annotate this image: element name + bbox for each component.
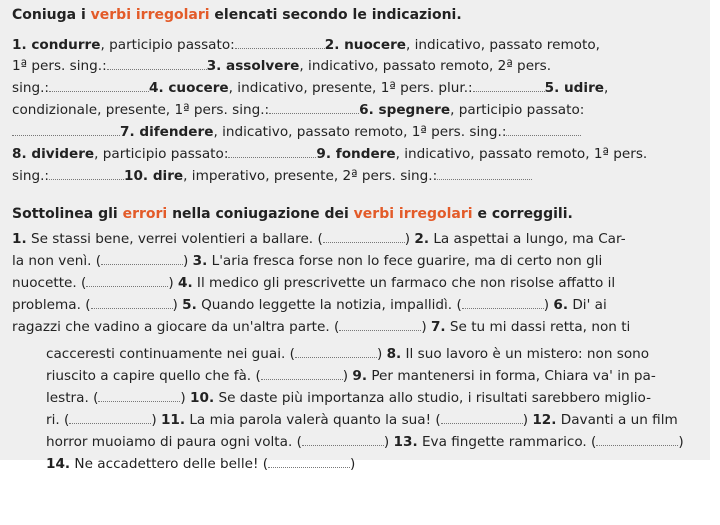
correction-blank[interactable] [91,296,173,309]
item-text: ) [404,231,415,247]
item-text: La mia parola valerà quanto la sua! ( [185,412,441,428]
item-text: Quando leggette la notizia, impallidì. ( [196,297,462,313]
item-label: 4. cuocere [149,80,229,96]
correction-blank[interactable] [268,455,350,468]
answer-blank[interactable] [473,79,545,92]
item-text: Il medico gli prescrivette un farmaco che non risolse affatto il [192,275,616,291]
correction-blank[interactable] [441,411,523,424]
item-text: ) [172,297,183,313]
item-label: 5. udire [544,80,604,96]
item-text: ri. ( [46,412,70,428]
item-text: 1ª pers. sing.: [12,58,107,74]
section2-line-2 [12,252,602,270]
item-text: , indicativo, passato remoto, 1ª pers. sing.: [213,124,507,140]
item-text: ) [678,434,684,450]
item-text: , participio passato: [100,37,235,53]
item-text: Se tu mi dassi retta, non ti [445,319,631,335]
item-text: ) [421,319,431,335]
item-text: La aspettai a lungo, ma Car- [429,231,626,247]
item-label: 5. [182,297,197,313]
correction-blank[interactable] [596,433,678,446]
item-text: sing.: [12,168,50,184]
heading-highlight-verbi: verbi irregolari [353,206,473,222]
item-label: 10. [190,390,215,406]
correction-blank[interactable] [302,433,384,446]
section1-line-6 [12,145,647,163]
item-text: , imperativo, presente, 2ª pers. sing.: [183,168,438,184]
item-label: 13. [393,434,418,450]
item-label: 10. dire [124,168,184,184]
item-label: 9. fondere [316,146,396,162]
item-label: 3. assolvere [206,58,300,74]
heading-highlight-errori: errori [122,206,168,222]
item-text: , indicativo, passato remoto, [406,37,600,53]
section2-line-4 [12,296,607,314]
item-label: 7. [430,319,446,335]
section2-line-5 [12,318,630,336]
answer-blank[interactable] [107,57,207,70]
item-text: lestra. ( [46,390,99,406]
correction-blank[interactable] [86,274,168,287]
item-label: 2. [414,231,430,247]
correction-blank[interactable] [261,367,343,380]
item-text: Di' ai [568,297,607,313]
item-label: 14. [46,456,71,472]
section2-line-6 [46,345,649,363]
item-text: horror muoiamo di paura ogni volta. ( [46,434,302,450]
item-text: Ne accadettero delle belle! ( [70,456,269,472]
correction-blank[interactable] [295,345,377,358]
answer-blank[interactable] [506,123,581,136]
item-text: la non venì. ( [12,253,102,269]
item-text: ) [543,297,554,313]
section1-line-7 [12,167,532,185]
item-label: 1. [12,231,27,247]
section2-line-8 [46,389,651,407]
item-text: , participio passato: [94,146,229,162]
correction-blank[interactable] [98,389,180,402]
section2-line-1 [12,230,626,248]
item-text: , indicativo, presente, 1ª pers. plur.: [228,80,473,96]
item-label: 7. difendere [120,124,214,140]
item-text: Davanti a un film [556,412,678,428]
item-text: ) [183,253,193,269]
item-text: problema. ( [12,297,91,313]
item-text: , indicativo, passato remoto, 2ª pers. [299,58,552,74]
correction-blank[interactable] [339,318,421,331]
item-text: Se stassi bene, verrei volentieri a ballare. ( [26,231,323,247]
section1-line-4 [12,101,584,119]
item-label: 8. [386,346,402,362]
section2-line-10 [46,433,684,451]
section2-line-9 [46,411,678,429]
item-text: L'aria fresca forse non lo fece guarire, ma di certo non gli [207,253,603,269]
section1-heading: Coniuga i verbi irregolari elencati secondo le indicazioni. [12,7,462,23]
answer-blank[interactable] [12,123,120,136]
correction-blank[interactable] [69,411,151,424]
section1-line-1 [12,36,600,54]
item-label: 6. [553,297,568,313]
heading-highlight: verbi irregolari [90,7,210,23]
correction-blank[interactable] [101,252,183,265]
item-text: ) [522,412,533,428]
item-text: sing.: [12,80,50,96]
item-text: ) [350,456,356,472]
item-text: ) [342,368,353,384]
item-text: Per mantenersi in forma, Chiara va' in pa- [367,368,656,384]
item-label: 8. dividere [12,146,95,162]
item-text: ) [376,346,387,362]
item-label: 12. [532,412,557,428]
item-text: , participio passato: [450,102,585,118]
item-text: nuocette. ( [12,275,87,291]
item-label: 2. nuocere [324,37,407,53]
item-text: condizionale, presente, 1ª pers. sing.: [12,102,270,118]
item-text: Il suo lavoro è un mistero: non sono [401,346,650,362]
item-text: ) [168,275,178,291]
section2-line-7 [46,367,656,385]
item-label: 11. [160,412,186,428]
item-text: ) [383,434,394,450]
item-label: 6. spegnere [359,102,451,118]
answer-blank[interactable] [235,36,325,49]
correction-blank[interactable] [323,230,405,243]
section1-line-3 [12,79,608,97]
answer-blank[interactable] [49,167,124,180]
item-text: cacceresti continuamente nei guai. ( [46,346,295,362]
item-label: 9. [352,368,368,384]
item-text: , indicativo, passato remoto, 1ª pers. [395,146,648,162]
item-text: Eva fingette rammarico. ( [417,434,597,450]
item-text: Se daste più importanza allo studio, i risultati sarebbero miglio- [214,390,652,406]
answer-blank[interactable] [49,79,149,92]
answer-blank[interactable] [228,145,316,158]
item-text: ) [151,412,161,428]
item-text: riuscito a capire quello che fà. ( [46,368,261,384]
item-label: 1. condurre [12,37,101,53]
section2-line-11 [46,455,355,473]
answer-blank[interactable] [437,167,532,180]
item-text: ) [180,390,191,406]
section2-line-3 [12,274,615,292]
section1-line-5 [12,123,581,141]
section2-heading: Sottolinea gli errori nella coniugazione dei verbi irregolari e correggili. [12,206,573,222]
section1-line-2 [12,57,551,75]
answer-blank[interactable] [269,101,359,114]
correction-blank[interactable] [462,296,544,309]
item-label: 4. [177,275,193,291]
item-text: , [604,80,609,96]
item-text: ragazzi che vadino a giocare da un'altra parte. ( [12,319,340,335]
item-label: 3. [192,253,208,269]
